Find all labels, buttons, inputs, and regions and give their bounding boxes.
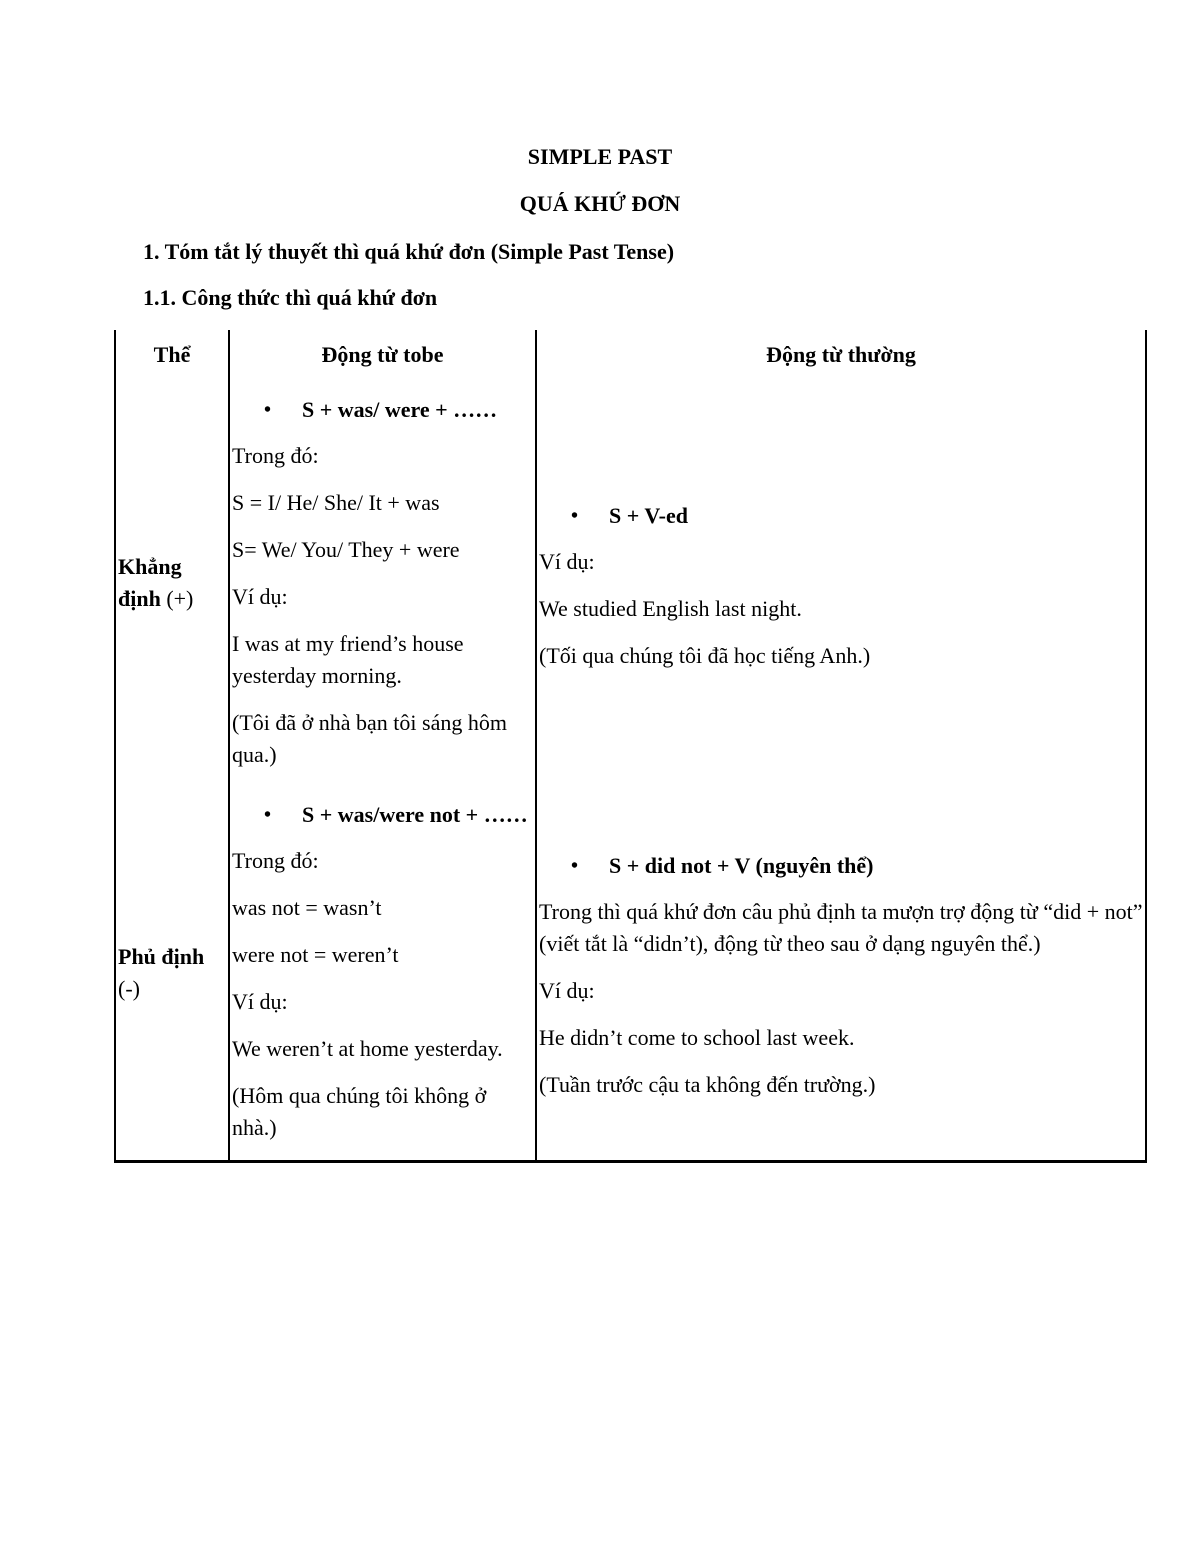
row-label-text: Phủ định (118, 943, 205, 969)
row-label-sign: (-) (118, 975, 140, 1001)
example-translation: (Hôm qua chúng tôi không ở nhà.) (232, 1083, 487, 1140)
text-line: Trong đó: (232, 848, 319, 873)
table-header-row (115, 330, 1146, 380)
verb-formula: • S + V-ed (539, 500, 1145, 532)
table-row-affirmative (115, 380, 1146, 785)
column-header-tobe: Động từ tobe (229, 330, 536, 380)
text-line: S = I/ He/ She/ It + was (232, 490, 440, 515)
row-label-affirmative (115, 380, 229, 785)
example-sentence: We weren’t at home yesterday. (232, 1036, 503, 1061)
example-sentence: He didn’t come to school last week. (539, 1025, 855, 1050)
document-title: SIMPLE PAST (527, 144, 673, 169)
example-sentence: I was at my friend’s house yesterday morning. (232, 631, 464, 688)
row-label-text: Khẳng định (118, 553, 182, 611)
verb-formula: • S + did not + V (nguyên thể) (539, 850, 1145, 882)
table-row-negative (115, 785, 1146, 1162)
column-header-regular-verb: Động từ thường (536, 330, 1146, 380)
text-line: was not = wasn’t (232, 895, 382, 920)
verb-cell-affirmative (536, 380, 1146, 785)
example-translation: (Tôi đã ở nhà bạn tôi sáng hôm qua.) (232, 710, 507, 767)
example-translation: (Tuần trước cậu ta không đến trường.) (539, 1072, 876, 1097)
example-translation: (Tối qua chúng tôi đã học tiếng Anh.) (539, 642, 871, 668)
row-label-sign: (+) (160, 585, 194, 611)
text-line: Ví dụ: (232, 989, 288, 1014)
text-line: Ví dụ: (232, 584, 288, 609)
document-subtitle: QUÁ KHỨ ĐƠN (519, 191, 681, 216)
tobe-formula: • S + was/were not + …… (232, 799, 535, 831)
text-line: Trong đó: (232, 443, 319, 468)
text-line: S= We/ You/ They + were (232, 537, 460, 562)
verb-cell-negative (536, 785, 1146, 1162)
tobe-formula: • S + was/ were + …… (232, 394, 535, 426)
text-line: Ví dụ: (539, 548, 595, 574)
text-line: were not = weren’t (232, 942, 399, 967)
tobe-cell-affirmative (229, 380, 536, 785)
text-line: Ví dụ: (539, 978, 595, 1003)
subsection-heading: 1.1. Công thức thì quá khứ đơn (143, 285, 438, 310)
section-heading: 1. Tóm tắt lý thuyết thì quá khứ đơn (Simple Past Tense) (143, 239, 675, 264)
tobe-cell-negative (229, 785, 536, 1162)
simple-past-formula-table (114, 330, 1147, 1163)
column-header-form: Thể (115, 330, 229, 380)
explanation-text: Trong thì quá khứ đơn câu phủ định ta mượn trợ động từ “did + not” (viết tắt là “didn’t), động từ theo sau ở dạng nguyên thể.) (539, 899, 1143, 956)
example-sentence: We studied English last night. (539, 595, 802, 621)
row-label-negative (115, 785, 229, 1162)
